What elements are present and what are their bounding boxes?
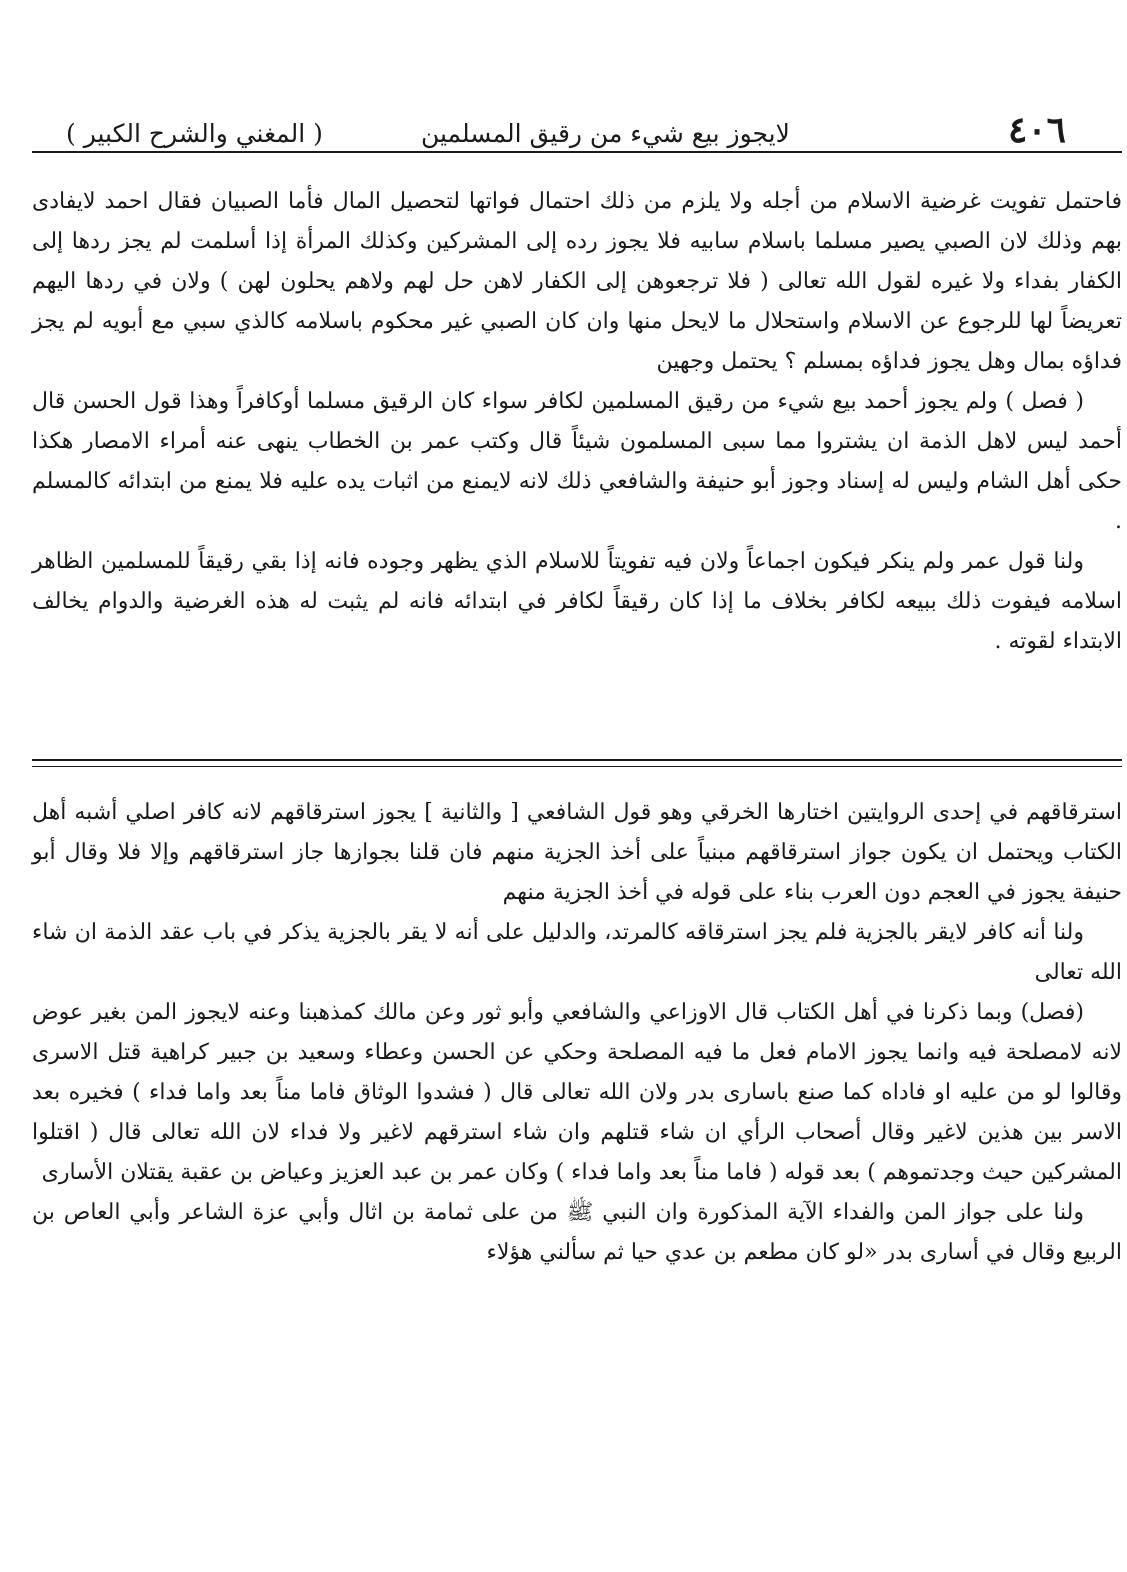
page-header (66, 98, 1066, 151)
commentary-paragraph-1: استرقاقهم في إحدى الروايتين اختارها الخرقي وهو قول الشافعي [ والثانية ] يجوز استرقاقهم لانه كافر اصلي أشبه أهل الكتاب ويحتمل ان يكون جواز استرقاقهم مبنياً على أخذ الجزية منهم فان قلنا بجوازها جاز استرقاقهم وإلا فلا وقال أبو حنيفة يجوز في العجم دون العرب بناء على قوله في أخذ الجزية منهم (32, 800, 1122, 905)
page-number: ٤٠٦ (1007, 109, 1066, 151)
separator-rule (32, 759, 1122, 761)
running-title: لايجوز بيع شيء من رقيق المسلمين (420, 119, 790, 148)
main-paragraph-1: فاحتمل تفويت غرضية الاسلام من أجله ولا يلزم من ذلك احتمال فواتها لتحصيل المال فأما الصبيان فقال احمد لايفادى بهم وذلك لان الصبي يصير مسلما باسلام سابيه فلا يجوز رده إلى المشركين وكذلك المرأة إذا أسلمت لم يجز ردها إلى الكفار بفداء ولا غيره لقول الله تعالى ( فلا ترجعوهن إلى الكفار لاهن حل لهم ولاهم يحلون لهن ) ولان في ردها اليهم تعريضاً لها للرجوع عن الاسلام واستحلال ما لايحل منها وان كان الصبي غير محكوم باسلامه كالذي سبي مع أبويه لم يجز فداؤه بمال وهل يجوز فداؤه بمسلم ؟ يحتمل وجهين (32, 189, 1122, 374)
book-title: ( المغني والشرح الكبير ) (66, 119, 323, 148)
commentary-paragraph-4: ولنا على جواز المن والفداء الآية المذكورة وان النبي ﷺ من على ثمامة بن اثال وأبي عزة الشاعر وأبي العاص بن الربيع وقال في أسارى بدر «لو كان مطعم بن عدي حيا ثم سألني هؤلاء (32, 1200, 1122, 1265)
commentary-paragraph-3: (فصل) وبما ذكرنا في أهل الكتاب قال الاوزاعي والشافعي وأبو ثور وعن مالك كمذهبنا وعنه لايجوز المن بغير عوض لانه لامصلحة فيه وانما يجوز الامام فعل ما فيه المصلحة وحكي عن الحسن وعطاء وسعيد بن جبير كراهية قتل الاسرى وقالوا لو من عليه او فاداه كما صنع باسارى بدر ولان الله تعالى قال ( فشدوا الوثاق فاما مناً بعد واما فداء ) فخيره بعد الاسر بين هذين لاغير وقال أصحاب الرأي ان شاء قتلهم وان شاء استرقهم لاغير ولا فداء لان الله تعالى قال ( اقتلوا المشركين حيث وجدتموهم ) بعد قوله ( فاما مناً بعد واما فداء ) وكان عمر بن عبد العزيز وعياض بن عقبة يقتلان الأسارى (32, 1000, 1122, 1185)
main-paragraph-3: ولنا قول عمر ولم ينكر فيكون اجماعاً ولان فيه تفويتاً للاسلام الذي يظهر وجوده فانه إذا بقي رقيقاً للمسلمين الظاهر اسلامه فيفوت ذلك ببيعه لكافر بخلاف ما إذا كان رقيقاً لكافر في ابتدائه فانه لم يثبت له هذه الغرضية والدوام يخالف الابتداء لقوته . (32, 549, 1122, 654)
separator-rule-thin (32, 766, 1122, 767)
commentary-text (32, 793, 1122, 1273)
header-rule (32, 151, 1122, 153)
main-paragraph-2: ( فصل ) ولم يجوز أحمد بيع شيء من رقيق المسلمين لكافر سواء كان الرقيق مسلما أوكافراً وهذا قول الحسن قال أحمد ليس لاهل الذمة ان يشتروا مما سبى المسلمون شيئاً قال وكتب عمر بن الخطاب ينهى عنه أمراء الامصار هكذا حكى أهل الشام وليس له إسناد وجوز أبو حنيفة والشافعي ذلك لانه لايمنع من اثبات يده عليه فلا يمنع من ابتدائه كالمسلم . (32, 389, 1122, 534)
commentary-paragraph-2: ولنا أنه كافر لايقر بالجزية فلم يجز استرقاقه كالمرتد، والدليل على أنه لا يقر بالجزية يذكر في باب عقد الذمة ان شاء الله تعالى (32, 920, 1122, 985)
main-text (32, 182, 1122, 662)
